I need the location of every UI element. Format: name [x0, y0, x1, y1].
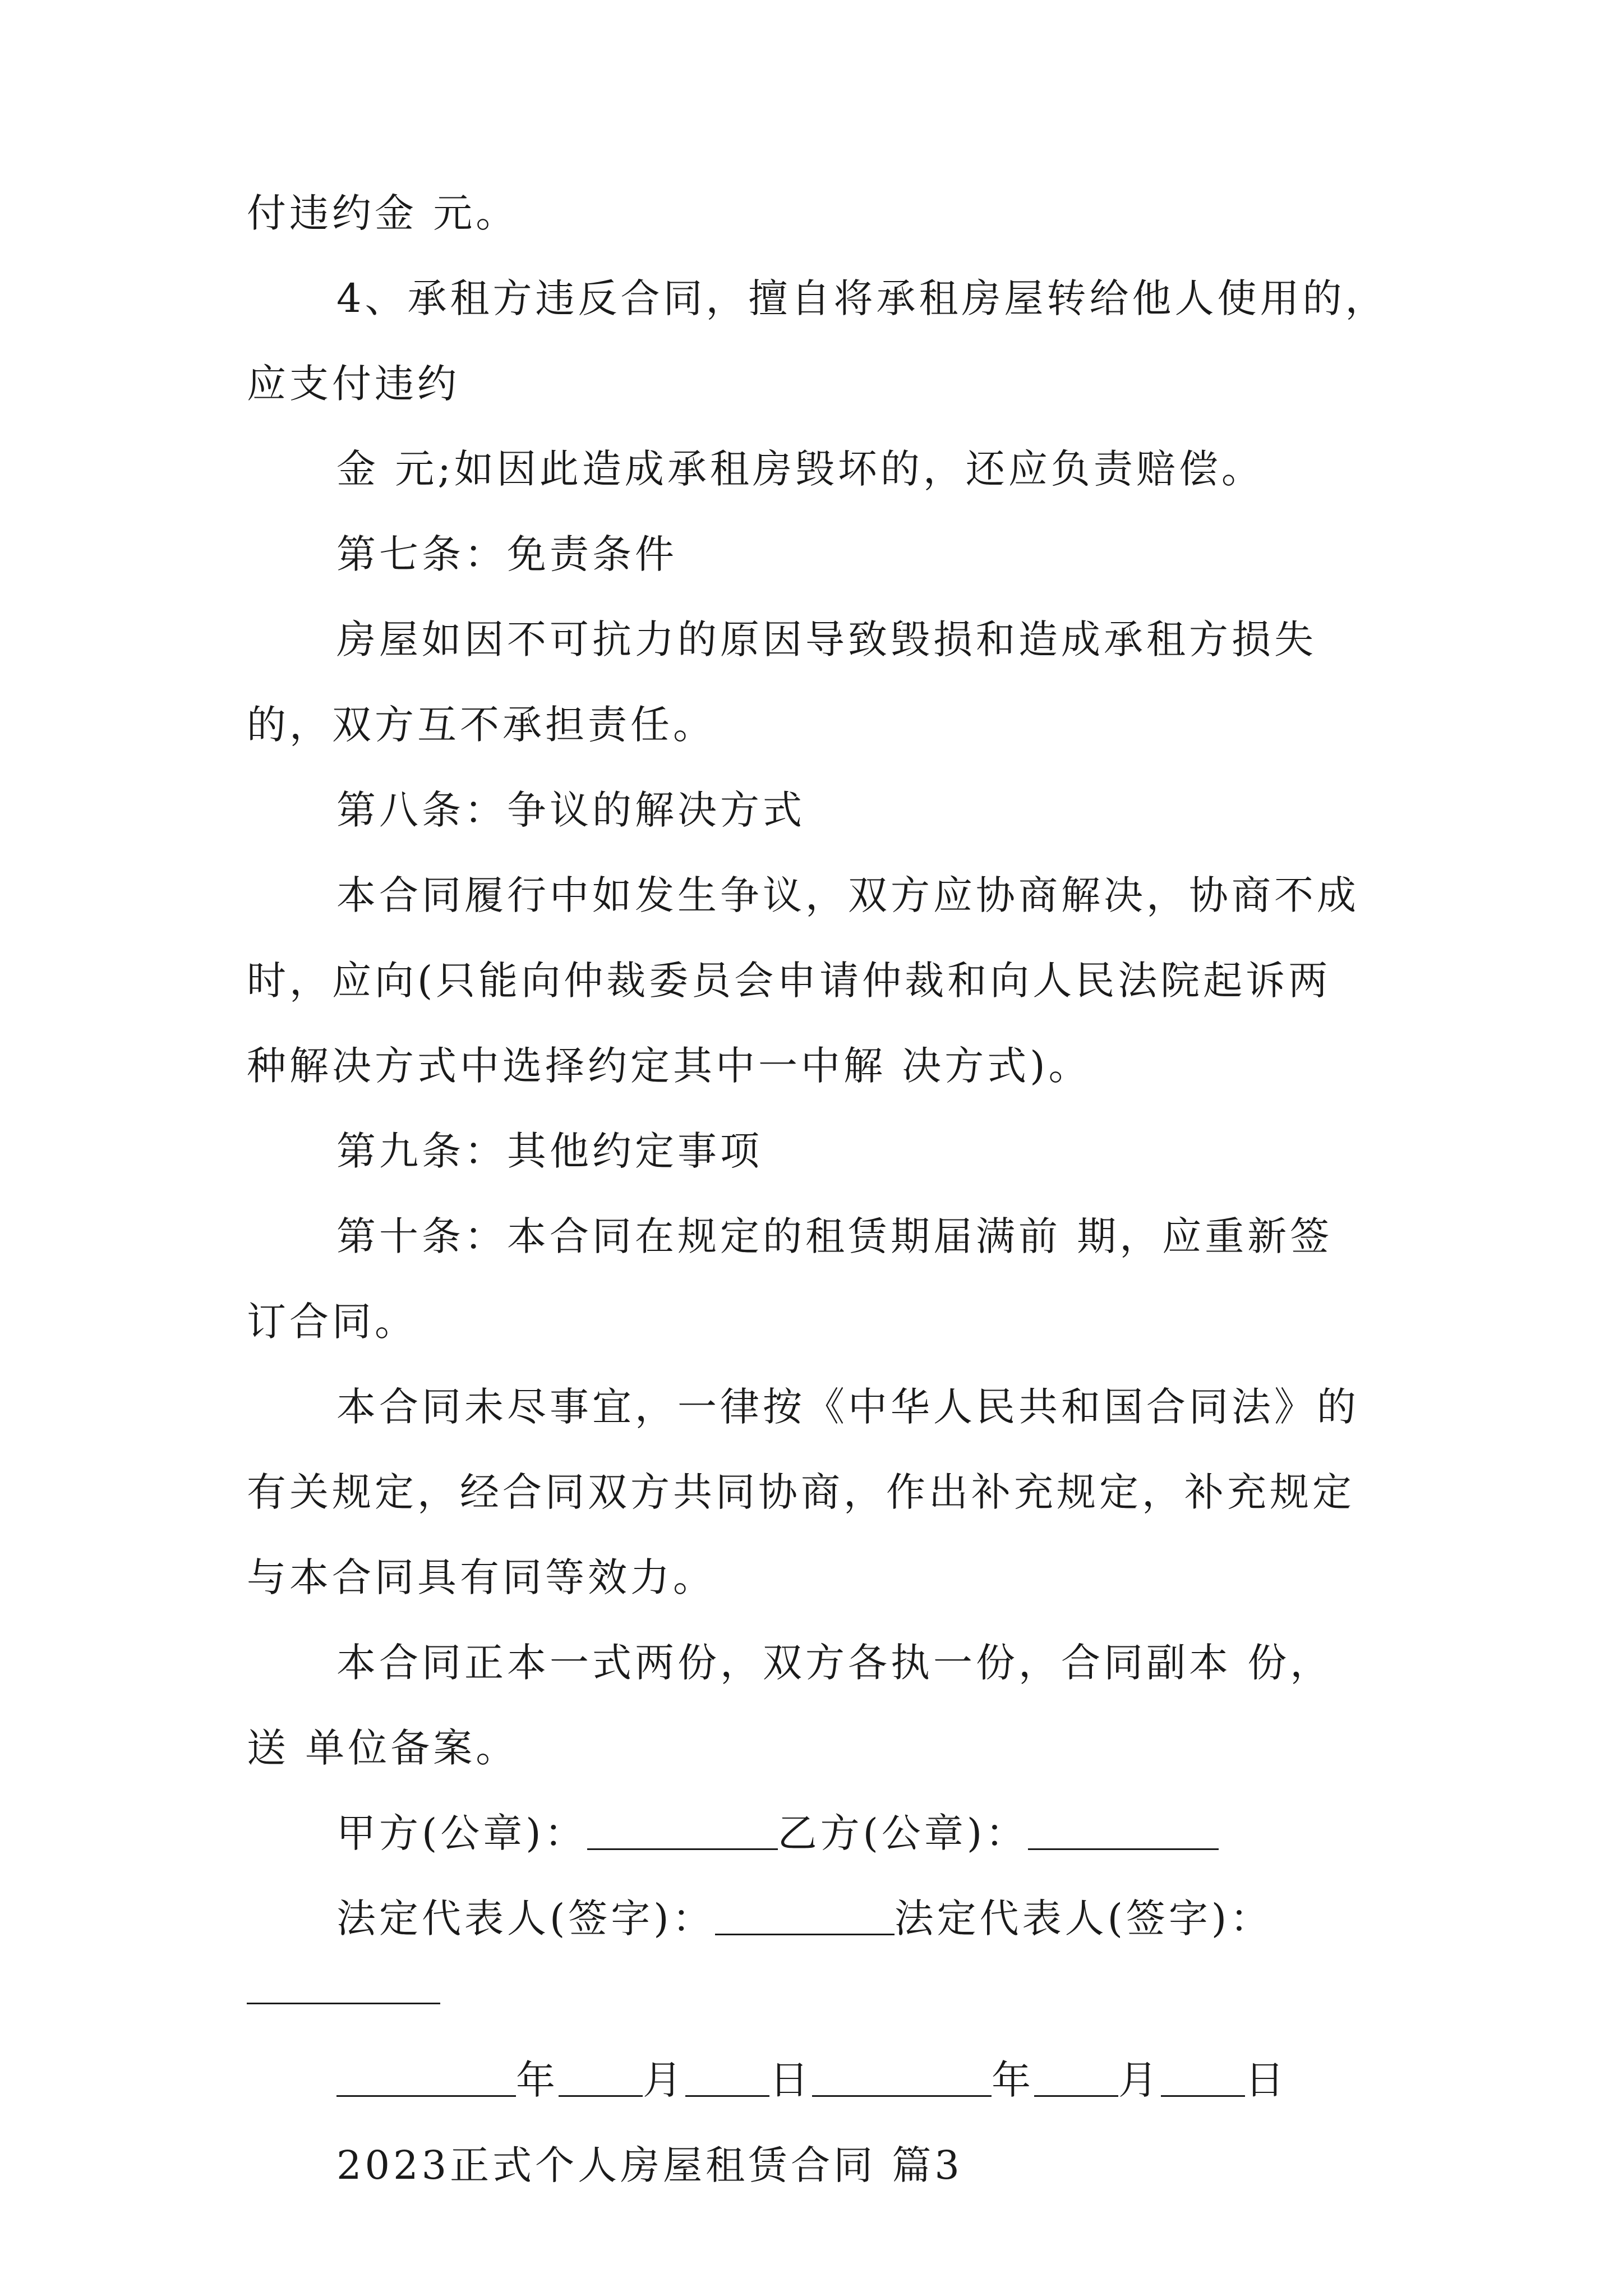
text-line: 应支付违约 — [247, 361, 460, 407]
article-heading: 第八条：争议的解决方式 — [336, 787, 805, 833]
text-line: 送 单位备案。 — [247, 1725, 519, 1771]
day-a-label: 日 — [769, 2057, 812, 2103]
article-heading: 第九条：其他约定事项 — [336, 1128, 763, 1174]
month-b-blank[interactable] — [1034, 2056, 1118, 2097]
year-b-blank[interactable] — [812, 2056, 992, 2097]
text-line: 时，应向(只能向仲裁委员会申请仲裁和向人民法院起诉两 — [247, 958, 1331, 1004]
text-line: 金 元;如因此造成承租房毁坏的，还应负责赔偿。 — [336, 446, 1264, 492]
month-a-label: 月 — [643, 2057, 685, 2103]
year-a-label: 年 — [516, 2057, 559, 2103]
year-b-label: 年 — [992, 2057, 1034, 2103]
date-line — [336, 2052, 1288, 2108]
day-b-label: 日 — [1245, 2057, 1288, 2103]
text-line: 本合同正本一式两份，双方各执一份，合同副本 份， — [336, 1640, 1333, 1686]
legal-rep-a-label: 法定代表人(签字)： — [336, 1895, 715, 1941]
legal-rep-b-label: 法定代表人(签字)： — [894, 1895, 1273, 1941]
text-line: 的，双方互不承担责任。 — [247, 702, 716, 748]
section-heading: 2023正式个人房屋租赁合同 篇3 — [336, 2142, 963, 2188]
article-heading: 第七条：免责条件 — [336, 531, 677, 577]
seal-line — [336, 1805, 1219, 1861]
text-line: 付违约金 元。 — [247, 190, 519, 236]
text-line: 订合同。 — [247, 1299, 417, 1345]
text-line: 本合同未尽事宜，一律按《中华人民共和国合同法》的 — [336, 1384, 1359, 1430]
text-line: 房屋如因不可抗力的原因导致毁损和造成承租方损失 — [336, 616, 1317, 662]
text-line: 本合同履行中如发生争议，双方应协商解决，协商不成 — [336, 872, 1359, 918]
legal-rep-line — [336, 1890, 1272, 1947]
day-a-blank[interactable] — [685, 2056, 769, 2097]
month-b-label: 月 — [1118, 2057, 1161, 2103]
party-b-label: 乙方(公章)： — [777, 1810, 1029, 1856]
party-b-blank[interactable] — [1028, 1809, 1219, 1850]
legal-rep-b-blank[interactable] — [247, 2003, 440, 2004]
month-a-blank[interactable] — [559, 2056, 643, 2097]
party-a-label: 甲方(公章)： — [336, 1810, 587, 1856]
text-line: 种解决方式中选择约定其中一中解 决方式)。 — [247, 1043, 1091, 1089]
day-b-blank[interactable] — [1161, 2056, 1245, 2097]
legal-rep-a-blank[interactable] — [715, 1894, 895, 1935]
article-heading: 第十条：本合同在规定的租赁期届满前 期，应重新签 — [336, 1213, 1333, 1259]
text-line: 与本合同具有同等效力。 — [247, 1554, 716, 1600]
year-a-blank[interactable] — [336, 2056, 516, 2097]
party-a-blank[interactable] — [587, 1809, 778, 1850]
text-line: 有关规定，经合同双方共同协商，作出补充规定，补充规定 — [247, 1469, 1355, 1515]
text-line: 4、承租方违反合同，擅自将承租房屋转给他人使用的， — [336, 275, 1388, 321]
